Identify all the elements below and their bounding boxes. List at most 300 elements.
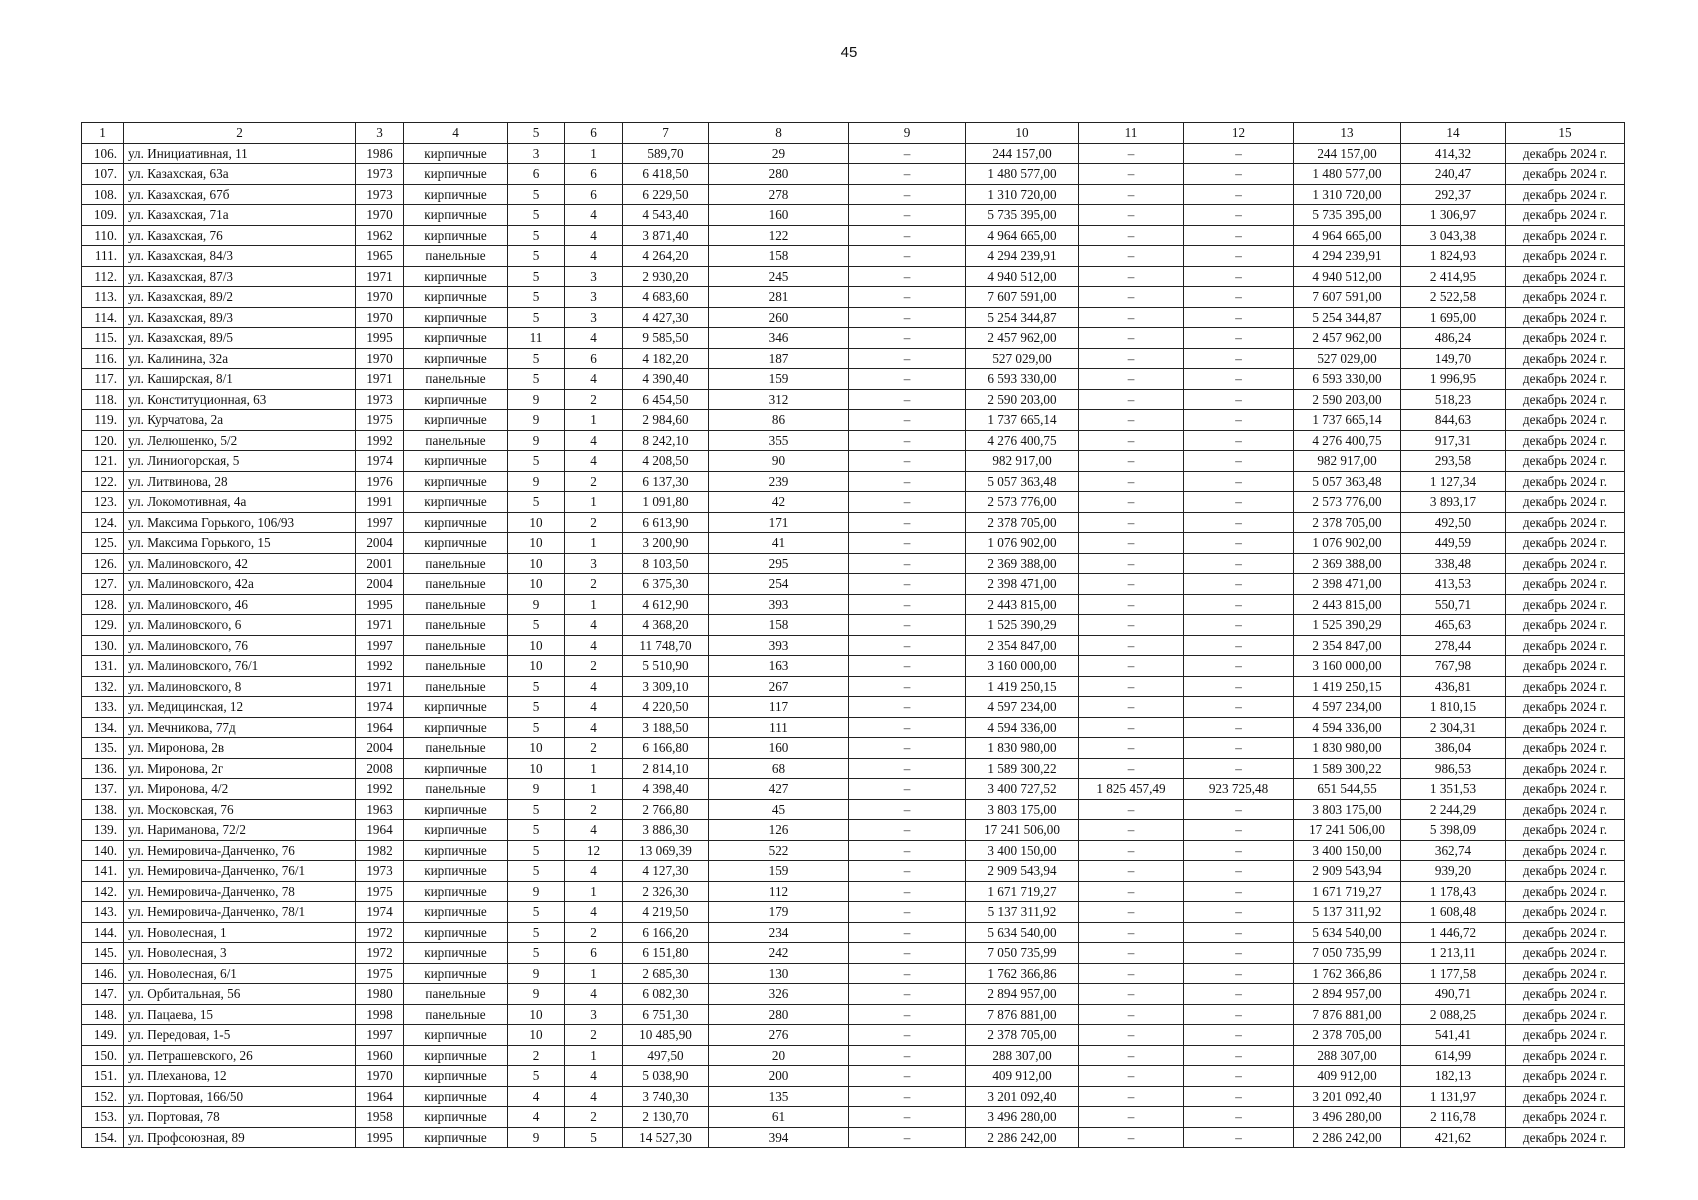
- entrances-cell: 4: [565, 820, 623, 841]
- area-cell: 3 309,10: [623, 676, 709, 697]
- col-12-cell: –: [1184, 717, 1294, 738]
- residents-cell: 179: [709, 902, 849, 923]
- deadline-cell: декабрь 2024 г.: [1506, 369, 1625, 390]
- entrances-cell: 1: [565, 779, 623, 800]
- col-11-cell: –: [1079, 184, 1184, 205]
- entrances-cell: 4: [565, 615, 623, 636]
- cost-total-cell: 4 594 336,00: [966, 717, 1079, 738]
- table-row: [82, 881, 1625, 902]
- col-9-cell: –: [849, 246, 966, 267]
- col-12-cell: –: [1184, 369, 1294, 390]
- col-12-cell: –: [1184, 615, 1294, 636]
- row-number-cell: 117.: [82, 369, 124, 390]
- wall-material-cell: панельные: [404, 574, 508, 595]
- cost-per-sqm-cell: 1 306,97: [1401, 205, 1506, 226]
- residents-cell: 160: [709, 738, 849, 759]
- header-cell: 8: [709, 123, 849, 144]
- area-cell: 3 740,30: [623, 1086, 709, 1107]
- cost-per-sqm-cell: 386,04: [1401, 738, 1506, 759]
- cost-col-13-cell: 2 398 471,00: [1294, 574, 1401, 595]
- area-cell: 6 418,50: [623, 164, 709, 185]
- cost-total-cell: 5 735 395,00: [966, 205, 1079, 226]
- cost-per-sqm-cell: 436,81: [1401, 676, 1506, 697]
- table-row: [82, 635, 1625, 656]
- col-12-cell: –: [1184, 984, 1294, 1005]
- cost-per-sqm-cell: 1 810,15: [1401, 697, 1506, 718]
- floors-cell: 9: [508, 389, 565, 410]
- entrances-cell: 1: [565, 963, 623, 984]
- deadline-cell: декабрь 2024 г.: [1506, 266, 1625, 287]
- table-row: [82, 943, 1625, 964]
- table-row: [82, 779, 1625, 800]
- col-11-cell: –: [1079, 697, 1184, 718]
- cost-per-sqm-cell: 292,37: [1401, 184, 1506, 205]
- col-11-cell: –: [1079, 451, 1184, 472]
- area-cell: 2 130,70: [623, 1107, 709, 1128]
- table-row: [82, 348, 1625, 369]
- year-built-cell: 1992: [356, 430, 404, 451]
- cost-per-sqm-cell: 1 213,11: [1401, 943, 1506, 964]
- floors-cell: 5: [508, 205, 565, 226]
- deadline-cell: декабрь 2024 г.: [1506, 143, 1625, 164]
- area-cell: 5 038,90: [623, 1066, 709, 1087]
- address-cell: ул. Максима Горького, 15: [124, 533, 356, 554]
- row-number-cell: 140.: [82, 840, 124, 861]
- residents-cell: 280: [709, 164, 849, 185]
- cost-per-sqm-cell: 1 446,72: [1401, 922, 1506, 943]
- col-9-cell: –: [849, 943, 966, 964]
- floors-cell: 5: [508, 348, 565, 369]
- col-9-cell: –: [849, 861, 966, 882]
- cost-col-13-cell: 4 940 512,00: [1294, 266, 1401, 287]
- col-9-cell: –: [849, 820, 966, 841]
- entrances-cell: 1: [565, 533, 623, 554]
- col-12-cell: –: [1184, 430, 1294, 451]
- cost-total-cell: 2 378 705,00: [966, 1025, 1079, 1046]
- cost-total-cell: 3 160 000,00: [966, 656, 1079, 677]
- address-cell: ул. Казахская, 89/2: [124, 287, 356, 308]
- address-cell: ул. Нариманова, 72/2: [124, 820, 356, 841]
- table-row: [82, 492, 1625, 513]
- row-number-cell: 122.: [82, 471, 124, 492]
- col-9-cell: –: [849, 266, 966, 287]
- cost-per-sqm-cell: 1 177,58: [1401, 963, 1506, 984]
- year-built-cell: 1974: [356, 697, 404, 718]
- residents-cell: 68: [709, 758, 849, 779]
- deadline-cell: декабрь 2024 г.: [1506, 1086, 1625, 1107]
- row-number-cell: 111.: [82, 246, 124, 267]
- residents-cell: 326: [709, 984, 849, 1005]
- table-row: [82, 389, 1625, 410]
- cost-per-sqm-cell: 278,44: [1401, 635, 1506, 656]
- col-12-cell: –: [1184, 471, 1294, 492]
- col-12-cell: –: [1184, 205, 1294, 226]
- wall-material-cell: кирпичные: [404, 717, 508, 738]
- cost-total-cell: 2 894 957,00: [966, 984, 1079, 1005]
- cost-per-sqm-cell: 414,32: [1401, 143, 1506, 164]
- col-12-cell: –: [1184, 1086, 1294, 1107]
- row-number-cell: 142.: [82, 881, 124, 902]
- residents-cell: 242: [709, 943, 849, 964]
- residents-cell: 159: [709, 861, 849, 882]
- cost-per-sqm-cell: 844,63: [1401, 410, 1506, 431]
- cost-col-13-cell: 651 544,55: [1294, 779, 1401, 800]
- deadline-cell: декабрь 2024 г.: [1506, 1045, 1625, 1066]
- col-9-cell: –: [849, 1066, 966, 1087]
- year-built-cell: 1975: [356, 881, 404, 902]
- floors-cell: 9: [508, 471, 565, 492]
- cost-per-sqm-cell: 917,31: [1401, 430, 1506, 451]
- col-12-cell: –: [1184, 820, 1294, 841]
- floors-cell: 5: [508, 266, 565, 287]
- address-cell: ул. Миронова, 2г: [124, 758, 356, 779]
- row-number-cell: 126.: [82, 553, 124, 574]
- floors-cell: 9: [508, 963, 565, 984]
- address-cell: ул. Казахская, 63а: [124, 164, 356, 185]
- address-cell: ул. Казахская, 89/3: [124, 307, 356, 328]
- cost-col-13-cell: 1 419 250,15: [1294, 676, 1401, 697]
- row-number-cell: 151.: [82, 1066, 124, 1087]
- col-9-cell: –: [849, 492, 966, 513]
- residents-cell: 312: [709, 389, 849, 410]
- floors-cell: 5: [508, 615, 565, 636]
- address-cell: ул. Казахская, 71а: [124, 205, 356, 226]
- address-cell: ул. Новолесная, 1: [124, 922, 356, 943]
- table-row: [82, 594, 1625, 615]
- address-cell: ул. Миронова, 2в: [124, 738, 356, 759]
- table-row: [82, 1025, 1625, 1046]
- cost-per-sqm-cell: 2 522,58: [1401, 287, 1506, 308]
- floors-cell: 10: [508, 1004, 565, 1025]
- col-12-cell: 923 725,48: [1184, 779, 1294, 800]
- area-cell: 497,50: [623, 1045, 709, 1066]
- year-built-cell: 1997: [356, 512, 404, 533]
- year-built-cell: 1973: [356, 164, 404, 185]
- cost-total-cell: 2 354 847,00: [966, 635, 1079, 656]
- year-built-cell: 1958: [356, 1107, 404, 1128]
- address-cell: ул. Малиновского, 42а: [124, 574, 356, 595]
- table-row: [82, 1066, 1625, 1087]
- col-11-cell: –: [1079, 574, 1184, 595]
- floors-cell: 10: [508, 533, 565, 554]
- cost-col-13-cell: 4 597 234,00: [1294, 697, 1401, 718]
- col-12-cell: –: [1184, 143, 1294, 164]
- row-number-cell: 123.: [82, 492, 124, 513]
- year-built-cell: 1992: [356, 779, 404, 800]
- cost-total-cell: 2 369 388,00: [966, 553, 1079, 574]
- row-number-cell: 112.: [82, 266, 124, 287]
- col-9-cell: –: [849, 553, 966, 574]
- entrances-cell: 2: [565, 1025, 623, 1046]
- cost-col-13-cell: 7 876 881,00: [1294, 1004, 1401, 1025]
- floors-cell: 2: [508, 1045, 565, 1066]
- col-9-cell: –: [849, 1045, 966, 1066]
- floors-cell: 5: [508, 225, 565, 246]
- year-built-cell: 1970: [356, 287, 404, 308]
- cost-col-13-cell: 1 737 665,14: [1294, 410, 1401, 431]
- area-cell: 13 069,39: [623, 840, 709, 861]
- residents-cell: 20: [709, 1045, 849, 1066]
- wall-material-cell: кирпичные: [404, 1086, 508, 1107]
- table-row: [82, 553, 1625, 574]
- entrances-cell: 1: [565, 881, 623, 902]
- col-11-cell: –: [1079, 1127, 1184, 1148]
- year-built-cell: 1976: [356, 471, 404, 492]
- entrances-cell: 1: [565, 594, 623, 615]
- col-11-cell: –: [1079, 471, 1184, 492]
- year-built-cell: 1965: [356, 246, 404, 267]
- cost-col-13-cell: 1 525 390,29: [1294, 615, 1401, 636]
- deadline-cell: декабрь 2024 г.: [1506, 635, 1625, 656]
- area-cell: 10 485,90: [623, 1025, 709, 1046]
- col-9-cell: –: [849, 635, 966, 656]
- wall-material-cell: кирпичные: [404, 840, 508, 861]
- cost-total-cell: 6 593 330,00: [966, 369, 1079, 390]
- entrances-cell: 4: [565, 328, 623, 349]
- cost-total-cell: 3 400 727,52: [966, 779, 1079, 800]
- cost-per-sqm-cell: 986,53: [1401, 758, 1506, 779]
- header-cell: 2: [124, 123, 356, 144]
- year-built-cell: 1995: [356, 594, 404, 615]
- wall-material-cell: панельные: [404, 635, 508, 656]
- cost-total-cell: 5 634 540,00: [966, 922, 1079, 943]
- entrances-cell: 2: [565, 1107, 623, 1128]
- table-row: [82, 1107, 1625, 1128]
- header-cell: 10: [966, 123, 1079, 144]
- year-built-cell: 1964: [356, 820, 404, 841]
- col-11-cell: –: [1079, 1025, 1184, 1046]
- residents-cell: 394: [709, 1127, 849, 1148]
- cost-per-sqm-cell: 240,47: [1401, 164, 1506, 185]
- col-9-cell: –: [849, 881, 966, 902]
- row-number-cell: 129.: [82, 615, 124, 636]
- entrances-cell: 3: [565, 287, 623, 308]
- address-cell: ул. Лелюшенко, 5/2: [124, 430, 356, 451]
- year-built-cell: 1971: [356, 266, 404, 287]
- col-9-cell: –: [849, 697, 966, 718]
- deadline-cell: декабрь 2024 г.: [1506, 1066, 1625, 1087]
- deadline-cell: декабрь 2024 г.: [1506, 758, 1625, 779]
- col-12-cell: –: [1184, 1025, 1294, 1046]
- cost-total-cell: 7 050 735,99: [966, 943, 1079, 964]
- col-12-cell: –: [1184, 697, 1294, 718]
- cost-per-sqm-cell: 338,48: [1401, 553, 1506, 574]
- header-cell: 11: [1079, 123, 1184, 144]
- deadline-cell: декабрь 2024 г.: [1506, 963, 1625, 984]
- deadline-cell: декабрь 2024 г.: [1506, 615, 1625, 636]
- col-9-cell: –: [849, 840, 966, 861]
- cost-total-cell: 7 607 591,00: [966, 287, 1079, 308]
- deadline-cell: декабрь 2024 г.: [1506, 943, 1625, 964]
- cost-col-13-cell: 2 378 705,00: [1294, 512, 1401, 533]
- floors-cell: 5: [508, 861, 565, 882]
- col-12-cell: –: [1184, 922, 1294, 943]
- area-cell: 1 091,80: [623, 492, 709, 513]
- floors-cell: 10: [508, 738, 565, 759]
- cost-col-13-cell: 244 157,00: [1294, 143, 1401, 164]
- wall-material-cell: кирпичные: [404, 307, 508, 328]
- cost-per-sqm-cell: 3 893,17: [1401, 492, 1506, 513]
- cost-col-13-cell: 1 589 300,22: [1294, 758, 1401, 779]
- wall-material-cell: кирпичные: [404, 922, 508, 943]
- address-cell: ул. Портовая, 78: [124, 1107, 356, 1128]
- cost-col-13-cell: 1 480 577,00: [1294, 164, 1401, 185]
- table-row: [82, 984, 1625, 1005]
- year-built-cell: 1971: [356, 369, 404, 390]
- cost-total-cell: 409 912,00: [966, 1066, 1079, 1087]
- col-12-cell: –: [1184, 676, 1294, 697]
- cost-total-cell: 4 597 234,00: [966, 697, 1079, 718]
- area-cell: 2 326,30: [623, 881, 709, 902]
- cost-total-cell: 1 525 390,29: [966, 615, 1079, 636]
- row-number-cell: 154.: [82, 1127, 124, 1148]
- cost-total-cell: 3 400 150,00: [966, 840, 1079, 861]
- area-cell: 4 264,20: [623, 246, 709, 267]
- deadline-cell: декабрь 2024 г.: [1506, 820, 1625, 841]
- row-number-cell: 121.: [82, 451, 124, 472]
- col-11-cell: –: [1079, 225, 1184, 246]
- address-cell: ул. Малиновского, 6: [124, 615, 356, 636]
- wall-material-cell: кирпичные: [404, 1127, 508, 1148]
- area-cell: 2 984,60: [623, 410, 709, 431]
- cost-col-13-cell: 288 307,00: [1294, 1045, 1401, 1066]
- col-9-cell: –: [849, 738, 966, 759]
- entrances-cell: 1: [565, 143, 623, 164]
- cost-col-13-cell: 2 457 962,00: [1294, 328, 1401, 349]
- floors-cell: 5: [508, 943, 565, 964]
- area-cell: 6 137,30: [623, 471, 709, 492]
- year-built-cell: 1973: [356, 184, 404, 205]
- floors-cell: 5: [508, 717, 565, 738]
- residents-cell: 160: [709, 205, 849, 226]
- cost-total-cell: 17 241 506,00: [966, 820, 1079, 841]
- address-cell: ул. Локомотивная, 4а: [124, 492, 356, 513]
- table-row: [82, 963, 1625, 984]
- deadline-cell: декабрь 2024 г.: [1506, 328, 1625, 349]
- col-9-cell: –: [849, 225, 966, 246]
- area-cell: 11 748,70: [623, 635, 709, 656]
- row-number-cell: 136.: [82, 758, 124, 779]
- entrances-cell: 4: [565, 246, 623, 267]
- address-cell: ул. Немировича-Данченко, 76/1: [124, 861, 356, 882]
- cost-per-sqm-cell: 1 996,95: [1401, 369, 1506, 390]
- row-number-cell: 127.: [82, 574, 124, 595]
- col-9-cell: –: [849, 676, 966, 697]
- deadline-cell: декабрь 2024 г.: [1506, 1025, 1625, 1046]
- year-built-cell: 1995: [356, 1127, 404, 1148]
- col-12-cell: –: [1184, 410, 1294, 431]
- row-number-cell: 113.: [82, 287, 124, 308]
- cost-per-sqm-cell: 1 351,53: [1401, 779, 1506, 800]
- cost-total-cell: 2 457 962,00: [966, 328, 1079, 349]
- entrances-cell: 2: [565, 512, 623, 533]
- cost-col-13-cell: 7 607 591,00: [1294, 287, 1401, 308]
- col-12-cell: –: [1184, 184, 1294, 205]
- address-cell: ул. Конституционная, 63: [124, 389, 356, 410]
- col-9-cell: –: [849, 594, 966, 615]
- table-row: [82, 574, 1625, 595]
- cost-per-sqm-cell: 550,71: [1401, 594, 1506, 615]
- entrances-cell: 1: [565, 492, 623, 513]
- header-cell: 7: [623, 123, 709, 144]
- cost-total-cell: 4 276 400,75: [966, 430, 1079, 451]
- row-number-cell: 131.: [82, 656, 124, 677]
- deadline-cell: декабрь 2024 г.: [1506, 492, 1625, 513]
- deadline-cell: декабрь 2024 г.: [1506, 471, 1625, 492]
- residents-cell: 126: [709, 820, 849, 841]
- floors-cell: 10: [508, 574, 565, 595]
- row-number-cell: 116.: [82, 348, 124, 369]
- col-9-cell: –: [849, 143, 966, 164]
- cost-total-cell: 982 917,00: [966, 451, 1079, 472]
- cost-total-cell: 1 589 300,22: [966, 758, 1079, 779]
- row-number-cell: 109.: [82, 205, 124, 226]
- cost-total-cell: 2 573 776,00: [966, 492, 1079, 513]
- cost-per-sqm-cell: 1 608,48: [1401, 902, 1506, 923]
- residents-cell: 112: [709, 881, 849, 902]
- year-built-cell: 2004: [356, 574, 404, 595]
- floors-cell: 5: [508, 697, 565, 718]
- cost-col-13-cell: 2 354 847,00: [1294, 635, 1401, 656]
- row-number-cell: 133.: [82, 697, 124, 718]
- residents-cell: 276: [709, 1025, 849, 1046]
- cost-total-cell: 2 443 815,00: [966, 594, 1079, 615]
- deadline-cell: декабрь 2024 г.: [1506, 594, 1625, 615]
- wall-material-cell: кирпичные: [404, 533, 508, 554]
- area-cell: 589,70: [623, 143, 709, 164]
- row-number-cell: 147.: [82, 984, 124, 1005]
- residents-cell: 393: [709, 594, 849, 615]
- table-row: [82, 615, 1625, 636]
- year-built-cell: 1964: [356, 717, 404, 738]
- wall-material-cell: панельные: [404, 656, 508, 677]
- area-cell: 6 229,50: [623, 184, 709, 205]
- area-cell: 14 527,30: [623, 1127, 709, 1148]
- header-cell: 4: [404, 123, 508, 144]
- col-9-cell: –: [849, 1004, 966, 1025]
- area-cell: 8 242,10: [623, 430, 709, 451]
- deadline-cell: декабрь 2024 г.: [1506, 676, 1625, 697]
- residents-cell: 158: [709, 615, 849, 636]
- wall-material-cell: кирпичные: [404, 164, 508, 185]
- col-12-cell: –: [1184, 1004, 1294, 1025]
- area-cell: 4 427,30: [623, 307, 709, 328]
- deadline-cell: декабрь 2024 г.: [1506, 184, 1625, 205]
- cost-per-sqm-cell: 490,71: [1401, 984, 1506, 1005]
- residents-cell: 346: [709, 328, 849, 349]
- col-11-cell: –: [1079, 738, 1184, 759]
- wall-material-cell: панельные: [404, 594, 508, 615]
- row-number-cell: 115.: [82, 328, 124, 349]
- area-cell: 4 220,50: [623, 697, 709, 718]
- col-12-cell: –: [1184, 1066, 1294, 1087]
- deadline-cell: декабрь 2024 г.: [1506, 656, 1625, 677]
- col-9-cell: –: [849, 533, 966, 554]
- year-built-cell: 1970: [356, 307, 404, 328]
- col-11-cell: –: [1079, 676, 1184, 697]
- col-12-cell: –: [1184, 246, 1294, 267]
- cost-col-13-cell: 1 830 980,00: [1294, 738, 1401, 759]
- col-12-cell: –: [1184, 758, 1294, 779]
- address-cell: ул. Казахская, 89/5: [124, 328, 356, 349]
- col-9-cell: –: [849, 1086, 966, 1107]
- col-11-cell: –: [1079, 492, 1184, 513]
- deadline-cell: декабрь 2024 г.: [1506, 205, 1625, 226]
- address-cell: ул. Литвинова, 28: [124, 471, 356, 492]
- wall-material-cell: панельные: [404, 246, 508, 267]
- cost-total-cell: 1 830 980,00: [966, 738, 1079, 759]
- cost-total-cell: 3 803 175,00: [966, 799, 1079, 820]
